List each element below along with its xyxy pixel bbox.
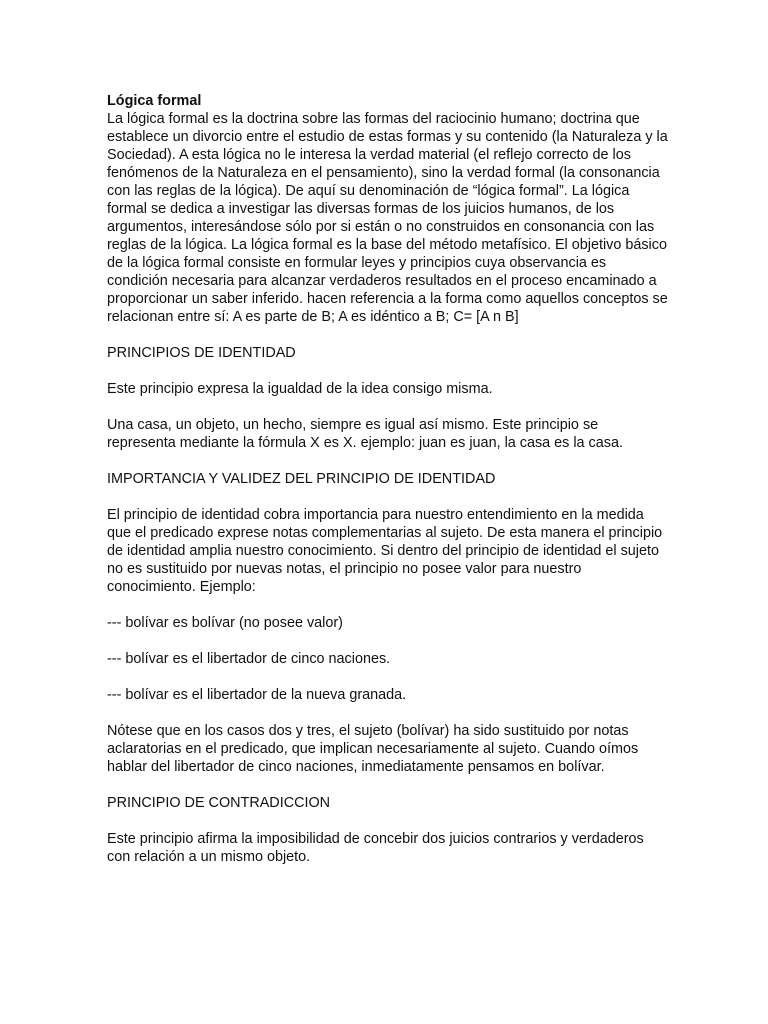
importancia-paragraph-2: Nótese que en los casos dos y tres, el sujeto (bolívar) ha sido sustituido por notas aclaratorias en el predicado, que implican necesariamente al sujeto. Cuando oímos hablar del libertador de cinco naciones, inmediatamente pensamos en bolívar. xyxy=(107,723,639,775)
importancia-paragraph-1: El principio de identidad cobra importancia para nuestro entendimiento en la medida que el predicado exprese notas complementarias al sujeto. De esta manera el principio de identidad amplia nuestro conocimiento. Si dentro del principio de identidad el sujeto no es sustituido por nuevas notas, el principio no posee valor para nuestro conocimiento. Ejemplo: xyxy=(107,507,663,595)
example-line-2: --- bolívar es el libertador de cinco naciones. xyxy=(107,651,391,667)
document-title: Lógica formal xyxy=(107,93,202,109)
heading-principios-identidad: PRINCIPIOS DE IDENTIDAD xyxy=(107,345,296,361)
example-line-1: --- bolívar es bolívar (no posee valor) xyxy=(107,615,343,631)
example-line-3: --- bolívar es el libertador de la nueva granada. xyxy=(107,687,407,703)
heading-importancia-validez: IMPORTANCIA Y VALIDEZ DEL PRINCIPIO DE IDENTIDAD xyxy=(107,471,496,487)
identidad-paragraph-1: Este principio expresa la igualdad de la idea consigo misma. xyxy=(107,381,493,397)
intro-paragraph: La lógica formal es la doctrina sobre las formas del raciocinio humano; doctrina que establece un divorcio entre el estudio de estas formas y su contenido (la Naturaleza y la Sociedad). A esta lógica no le interesa la verdad material (el reflejo correcto de los fenómenos de la Naturaleza en el pensamiento), sino la verdad formal (la consonancia con las reglas de la lógica). De aquí su denominación de “lógica formal”. La lógica formal se dedica a investigar las diversas formas de los juicios humanos, de los argumentos, interesándose sólo por si están o no construidos en consonancia con las reglas de la lógica. La lógica formal es la base del método metafísico. El objetivo básico de la lógica formal consiste en formular leyes y principios cuya observancia es condición necesaria para alcanzar verdaderos resultados en el proceso encaminado a proporcionar un saber inferido. hacen referencia a la forma como aquellos conceptos se relacionan entre sí: A es parte de B; A es idéntico a B; C= [A n B] xyxy=(107,111,668,325)
heading-principio-contradiccion: PRINCIPIO DE CONTRADICCION xyxy=(107,795,331,811)
identidad-paragraph-2: Una casa, un objeto, un hecho, siempre es igual así mismo. Este principio se representa mediante la fórmula X es X. ejemplo: juan es juan, la casa es la casa. xyxy=(107,417,623,451)
contradiccion-paragraph-1: Este principio afirma la imposibilidad de concebir dos juicios contrarios y verdaderos con relación a un mismo objeto. xyxy=(107,831,644,865)
